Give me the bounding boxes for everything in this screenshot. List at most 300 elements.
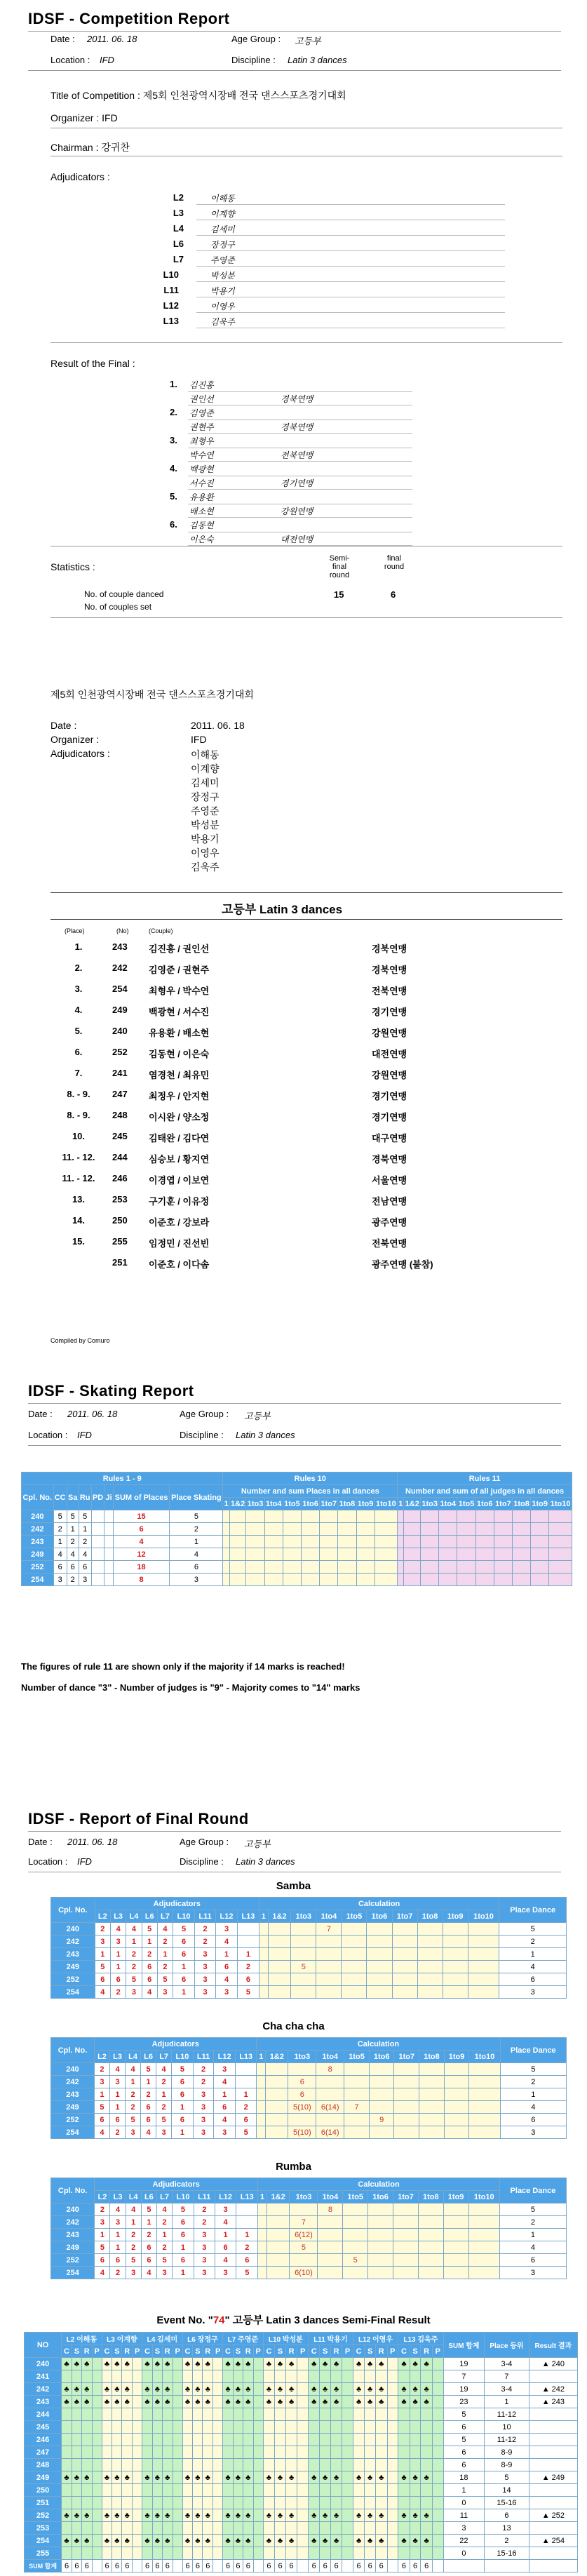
- mark-cell: ♣: [320, 2471, 330, 2484]
- sum-places: 18: [113, 1561, 170, 1574]
- sum-cell: 6: [443, 2459, 485, 2471]
- dance-place: [104, 1536, 113, 1548]
- judge-mark: 6: [95, 2254, 110, 2267]
- mark-cell: ♣: [263, 2383, 275, 2396]
- rule10-cell: [301, 1510, 319, 1523]
- judge-mark: 1: [173, 2241, 194, 2254]
- dance-letter: S: [233, 2345, 243, 2358]
- calc-cell: [444, 2114, 469, 2126]
- mark-cell: [62, 2370, 72, 2383]
- stats-col-final: final round: [384, 554, 405, 571]
- place-cell: 8-9: [485, 2446, 529, 2459]
- mark-cell: [162, 2408, 173, 2421]
- rule10-cell: [264, 1561, 283, 1574]
- judge-mark: 2: [126, 1948, 142, 1961]
- place-skating: 1: [170, 1536, 223, 1548]
- mark-cell: ♣: [275, 2535, 286, 2547]
- report-title: IDSF - Competition Report: [28, 10, 230, 27]
- judge-mark: [236, 2216, 258, 2229]
- mark-cell: [421, 2421, 433, 2434]
- judge-mark: 6: [215, 2241, 236, 2254]
- result-cell: [529, 2446, 577, 2459]
- place-dance: 4: [499, 1961, 567, 1973]
- result-cell: [529, 2434, 577, 2446]
- place-cell: 10: [485, 2421, 529, 2434]
- calc-cell: [368, 2267, 393, 2279]
- mark-cell: [92, 2459, 102, 2471]
- judge-mark: 3: [195, 1948, 216, 1961]
- cpl-no: 252: [51, 2114, 95, 2126]
- summary-head: SUM 합계: [443, 2333, 485, 2358]
- calc-cell: 6: [288, 2076, 316, 2088]
- calc-cell: [394, 2101, 419, 2114]
- summary-team: 경기연맹: [372, 1112, 407, 1122]
- mark-cell: [72, 2547, 81, 2560]
- calc-cell: [393, 2267, 419, 2279]
- calc-cell: [316, 1961, 342, 1973]
- judge-mark: 6: [110, 2254, 126, 2267]
- sum-row-cell: [92, 2560, 102, 2572]
- rule11-cell: [421, 1548, 439, 1561]
- calc-cell: [316, 2088, 344, 2101]
- mark-cell: ♣: [309, 2509, 320, 2522]
- rule11-cell: [494, 1510, 512, 1523]
- sum-row-cell: [297, 2560, 309, 2572]
- mark-cell: [81, 2547, 92, 2560]
- dance-letter: P: [253, 2345, 263, 2358]
- judge-head: L11: [195, 1910, 216, 1923]
- sum-row-cell: 6: [122, 2560, 133, 2572]
- calc-head: 1: [257, 2051, 266, 2063]
- place-dance-head: Place Dance: [499, 2178, 566, 2203]
- summary-organizer: IFD: [191, 734, 207, 745]
- cpl-no: 242: [51, 2076, 95, 2088]
- rule11-cell: [439, 1574, 457, 1586]
- judge-head: L6 장정구: [182, 2333, 223, 2345]
- mark-cell: [162, 2459, 173, 2471]
- calc-head: 1to4: [318, 2191, 343, 2203]
- calc-cell: [368, 2229, 393, 2241]
- mark-cell: [81, 2459, 92, 2471]
- judge-mark: 1: [235, 2088, 257, 2101]
- mark-cell: ♣: [142, 2383, 153, 2396]
- judge-head: L4: [126, 1910, 142, 1923]
- mark-cell: [432, 2370, 443, 2383]
- dance-letter: S: [365, 2345, 376, 2358]
- mark-cell: ♣: [81, 2535, 92, 2547]
- mark-cell: [387, 2434, 398, 2446]
- rule11-cell: [457, 1510, 475, 1523]
- rule10-cell: [320, 1574, 338, 1586]
- dance-row: [51, 2076, 567, 2088]
- mark-cell: [213, 2396, 223, 2408]
- mark-cell: [375, 2421, 387, 2434]
- semi-row: [25, 2358, 578, 2370]
- mark-cell: ♣: [81, 2383, 92, 2396]
- dance-row: [51, 1973, 567, 1986]
- dance-row: [51, 2254, 567, 2267]
- mark-cell: [410, 2547, 421, 2560]
- mark-cell: [353, 2522, 365, 2535]
- judge-mark: 6: [141, 2101, 156, 2114]
- mark-cell: [375, 2522, 387, 2535]
- sum-cell: 5: [443, 2408, 485, 2421]
- mark-cell: ♣: [152, 2509, 162, 2522]
- sum-row-cell: 6: [309, 2560, 320, 2572]
- calc-cell: [368, 2203, 393, 2216]
- adjudicator-name: 장정구: [210, 240, 235, 250]
- sum-places: 6: [113, 1523, 170, 1536]
- mark-cell: ♣: [203, 2383, 213, 2396]
- sum-row-cell: 6: [365, 2560, 376, 2572]
- semi-row: [25, 2370, 578, 2383]
- mark-cell: [398, 2408, 410, 2421]
- dance-subhead-row: [51, 2191, 567, 2203]
- adjudicator-code: L4: [173, 223, 184, 234]
- mark-cell: [320, 2421, 330, 2434]
- judge-mark: 4: [215, 2216, 236, 2229]
- place-dance: 1: [500, 2088, 566, 2101]
- calc-cell: 5: [291, 1961, 316, 1973]
- judge-mark: 4: [214, 2114, 236, 2126]
- summary-couple: 김태완 / 김다연: [149, 1133, 210, 1143]
- calc-cell: [266, 2229, 289, 2241]
- mark-cell: ♣: [330, 2535, 342, 2547]
- judge-mark: 4: [141, 2126, 156, 2139]
- mark-cell: [133, 2370, 142, 2383]
- mark-cell: ♣: [203, 2535, 213, 2547]
- place-dance-head: Place Dance: [499, 1898, 567, 1923]
- mark-cell: [213, 2421, 223, 2434]
- mark-cell: ♣: [309, 2358, 320, 2370]
- calc-cell: [318, 2241, 343, 2254]
- calc-cell: [393, 2216, 419, 2229]
- mark-cell: [432, 2434, 443, 2446]
- result-rule: [188, 517, 412, 518]
- mark-cell: [122, 2547, 133, 2560]
- result-cell: ▲ 243: [529, 2396, 577, 2408]
- mark-cell: ♣: [320, 2509, 330, 2522]
- mark-cell: [309, 2421, 320, 2434]
- mark-cell: [263, 2497, 275, 2509]
- mark-cell: [193, 2459, 203, 2471]
- calc-head: 1to8: [417, 1910, 443, 1923]
- summary-couple: 이준호 / 강보라: [149, 1217, 210, 1228]
- rule11-cell: [512, 1536, 530, 1548]
- dance-head-row: [51, 2178, 567, 2191]
- mark-cell: [173, 2547, 182, 2560]
- judge-mark: 1: [95, 1948, 110, 1961]
- calc-cell: [394, 2076, 419, 2088]
- judge-mark: 1: [214, 2088, 236, 2101]
- mark-cell: [365, 2459, 376, 2471]
- calc-cell: [266, 2114, 288, 2126]
- calc-cell: [393, 2229, 419, 2241]
- mark-cell: [342, 2408, 353, 2421]
- mark-cell: [432, 2459, 443, 2471]
- mark-cell: [410, 2484, 421, 2497]
- mark-cell: [213, 2509, 223, 2522]
- sum-row-cell: 6: [375, 2560, 387, 2572]
- mark-cell: [142, 2522, 153, 2535]
- result-leader: 김영준: [189, 408, 214, 418]
- mark-cell: ♣: [182, 2535, 193, 2547]
- calc-cell: [468, 2267, 499, 2279]
- dance-place: [104, 1548, 113, 1561]
- calc-cell: [369, 2076, 394, 2088]
- mark-cell: [223, 2497, 234, 2509]
- mark-cell: [182, 2459, 193, 2471]
- mark-cell: [342, 2471, 353, 2484]
- mark-cell: ♣: [162, 2509, 173, 2522]
- mark-cell: [223, 2434, 234, 2446]
- range-head: 1to9: [356, 1498, 375, 1510]
- summary-team: 전북연맹: [372, 986, 407, 996]
- dance-letter: R: [285, 2345, 297, 2358]
- judge-head: L6: [141, 2051, 156, 2063]
- mark-cell: [213, 2370, 223, 2383]
- mark-cell: [330, 2547, 342, 2560]
- judge-mark: 3: [95, 1936, 110, 1948]
- summary-adjudicator: 김욱주: [191, 861, 220, 873]
- dance-place: [104, 1574, 113, 1586]
- dance-row: [51, 2126, 567, 2139]
- dance-letter: R: [421, 2345, 433, 2358]
- result-rule: [188, 433, 412, 434]
- mark-cell: ♣: [330, 2358, 342, 2370]
- result-cell: [529, 2459, 577, 2471]
- semi-row: [25, 2535, 578, 2547]
- calc-cell: [288, 2063, 316, 2076]
- cpl-no: 252: [51, 2254, 95, 2267]
- mark-cell: ♣: [330, 2471, 342, 2484]
- mark-cell: [133, 2421, 142, 2434]
- mark-cell: [342, 2446, 353, 2459]
- mark-cell: ♣: [62, 2509, 72, 2522]
- mark-cell: [285, 2547, 297, 2560]
- mark-cell: ♣: [193, 2396, 203, 2408]
- result-place: 2.: [170, 407, 177, 417]
- mark-cell: [243, 2497, 253, 2509]
- mark-cell: [342, 2358, 353, 2370]
- judge-mark: 4: [214, 2076, 236, 2088]
- mark-cell: [253, 2396, 263, 2408]
- mark-cell: [243, 2446, 253, 2459]
- sum-row-blank: [529, 2560, 577, 2572]
- rule11-cell: [404, 1548, 421, 1561]
- result-cell: ▲ 254: [529, 2535, 577, 2547]
- mark-cell: [72, 2370, 81, 2383]
- calc-head: 1to5: [344, 2051, 370, 2063]
- stats-row-danced: No. of couple danced: [84, 589, 164, 599]
- judge-mark: 2: [126, 2229, 141, 2241]
- mark-cell: [309, 2547, 320, 2560]
- sk-location-label: Location :: [28, 1430, 68, 1440]
- judge-mark: 5: [126, 1973, 142, 1986]
- adjudicators-head: Adjudicators: [95, 2178, 258, 2191]
- calc-head: 1to6: [367, 1910, 392, 1923]
- mark-cell: [182, 2434, 193, 2446]
- mark-cell: ♣: [330, 2383, 342, 2396]
- summary-place: 10.: [72, 1131, 86, 1141]
- semi-row: [25, 2446, 578, 2459]
- dance-letter: R: [81, 2345, 92, 2358]
- calc-cell: [369, 2101, 394, 2114]
- mark-cell: [182, 2497, 193, 2509]
- mark-cell: [223, 2408, 234, 2421]
- mark-cell: [285, 2497, 297, 2509]
- mark-cell: ♣: [152, 2383, 162, 2396]
- mark-cell: [133, 2509, 142, 2522]
- mark-cell: ♣: [62, 2383, 72, 2396]
- rule10-cell: [320, 1536, 338, 1548]
- adjudicator-code: L3: [173, 208, 184, 218]
- calc-cell: 6(14): [316, 2126, 344, 2139]
- calc-cell: [417, 1961, 443, 1973]
- adjudicator-name: 이해동: [210, 194, 235, 203]
- result-cell: [529, 2497, 577, 2509]
- summary-couple: 유용환 / 배소현: [149, 1028, 210, 1038]
- calc-cell: [316, 1973, 342, 1986]
- calc-cell: 5: [343, 2254, 368, 2267]
- semi-row: [25, 2509, 578, 2522]
- summary-adjudicator: 이영우: [191, 847, 220, 859]
- mark-cell: [162, 2547, 173, 2560]
- result-partner: 권현주: [189, 422, 214, 432]
- mark-cell: [81, 2421, 92, 2434]
- mark-cell: [102, 2370, 112, 2383]
- mark-cell: [253, 2459, 263, 2471]
- sum-row-cell: 6: [285, 2560, 297, 2572]
- mark-cell: ♣: [162, 2535, 173, 2547]
- calc-cell: 5: [290, 2241, 318, 2254]
- dance-letter: P: [213, 2345, 223, 2358]
- summary-adjudicator: 김세미: [191, 777, 220, 789]
- mark-cell: [213, 2408, 223, 2421]
- organizer: Organizer : IFD: [50, 112, 118, 123]
- adjudicator-code: L13: [163, 316, 179, 326]
- calc-cell: [316, 1936, 342, 1948]
- rule10-cell: [301, 1523, 319, 1536]
- rule11-cell: [404, 1536, 421, 1548]
- summary-place: 2.: [74, 962, 83, 973]
- dance-place: [91, 1561, 104, 1574]
- semi-row: [25, 2396, 578, 2408]
- fr-age: 고등부: [244, 1839, 271, 1849]
- calc-cell: [291, 1973, 316, 1986]
- calc-cell: [367, 1948, 392, 1961]
- calc-cell: [343, 2267, 368, 2279]
- judge-mark: 6: [172, 2076, 194, 2088]
- calc-cell: [418, 2216, 443, 2229]
- sum-row-cell: [213, 2560, 223, 2572]
- mark-cell: ♣: [285, 2358, 297, 2370]
- calc-head: 1&2: [266, 2051, 288, 2063]
- dance-letter: S: [152, 2345, 162, 2358]
- judge-mark: 5: [172, 2063, 194, 2076]
- mark-cell: ♣: [353, 2383, 365, 2396]
- semi-row: [25, 2383, 578, 2396]
- mark-cell: [330, 2522, 342, 2535]
- semi-title: Event No. "74" 고등부 Latin 3 dances Semi-Final Result: [156, 2314, 431, 2326]
- judge-mark: 4: [95, 2267, 110, 2279]
- summary-couple: 임정민 / 진선빈: [149, 1238, 210, 1249]
- summary-place: 3.: [74, 984, 83, 994]
- calc-cell: [291, 1986, 316, 1999]
- mark-cell: ♣: [62, 2471, 72, 2484]
- calc-cell: [368, 2216, 393, 2229]
- rule11-cell: [457, 1548, 475, 1561]
- mark-cell: [263, 2434, 275, 2446]
- mark-cell: ♣: [320, 2396, 330, 2408]
- mark-cell: [133, 2408, 142, 2421]
- mark-cell: ♣: [72, 2396, 81, 2408]
- mark-cell: ♣: [223, 2396, 234, 2408]
- cpl-no: 249: [51, 2241, 95, 2254]
- result-place: 5.: [170, 491, 177, 502]
- mark-cell: [432, 2509, 443, 2522]
- calc-cell: 6: [288, 2088, 316, 2101]
- mark-cell: ♣: [421, 2383, 433, 2396]
- mark-cell: ♣: [410, 2383, 421, 2396]
- mark-cell: [398, 2497, 410, 2509]
- calc-cell: [392, 1986, 417, 1999]
- judge-head: L11: [193, 2051, 214, 2063]
- mark-cell: [182, 2446, 193, 2459]
- mark-cell: [410, 2434, 421, 2446]
- sum-row-cell: [432, 2560, 443, 2572]
- sum-row-cell: 6: [223, 2560, 234, 2572]
- skating-head-row: [22, 1473, 572, 1485]
- mark-cell: [233, 2446, 243, 2459]
- mark-cell: ♣: [275, 2358, 286, 2370]
- judge-mark: 3: [215, 2267, 236, 2279]
- mark-cell: [285, 2459, 297, 2471]
- mark-cell: [173, 2484, 182, 2497]
- calc-cell: [266, 2063, 288, 2076]
- mark-cell: [72, 2408, 81, 2421]
- mark-cell: [309, 2370, 320, 2383]
- mark-cell: [253, 2522, 263, 2535]
- mark-cell: [233, 2370, 243, 2383]
- calc-cell: [468, 1923, 499, 1936]
- dance-row: [51, 1948, 567, 1961]
- result-partner: 박수연: [189, 450, 214, 460]
- result-place: 4.: [170, 463, 177, 474]
- rule11-cell: [475, 1536, 494, 1548]
- mark-cell: [320, 2370, 330, 2383]
- calc-head: 1to4: [316, 2051, 344, 2063]
- summary-team: 대전연맹: [372, 1049, 407, 1059]
- skating-row: [22, 1574, 572, 1586]
- rule11-cell: [398, 1548, 404, 1561]
- calc-head: 1to9: [444, 2051, 469, 2063]
- result-rule: [188, 461, 412, 462]
- dance-place: [104, 1523, 113, 1536]
- judge-mark: 3: [126, 2126, 141, 2139]
- rule10-cell: [375, 1523, 397, 1536]
- cpl-no: 243: [22, 1536, 54, 1548]
- mark-cell: [410, 2459, 421, 2471]
- dance-letter: S: [72, 2345, 81, 2358]
- sum-row-cell: 6: [162, 2560, 173, 2572]
- mark-cell: [81, 2484, 92, 2497]
- mark-cell: [193, 2547, 203, 2560]
- mark-cell: [375, 2434, 387, 2446]
- judge-mark: [237, 1936, 259, 1948]
- skating-report: [0, 1361, 587, 1810]
- judge-mark: 4: [141, 2267, 156, 2279]
